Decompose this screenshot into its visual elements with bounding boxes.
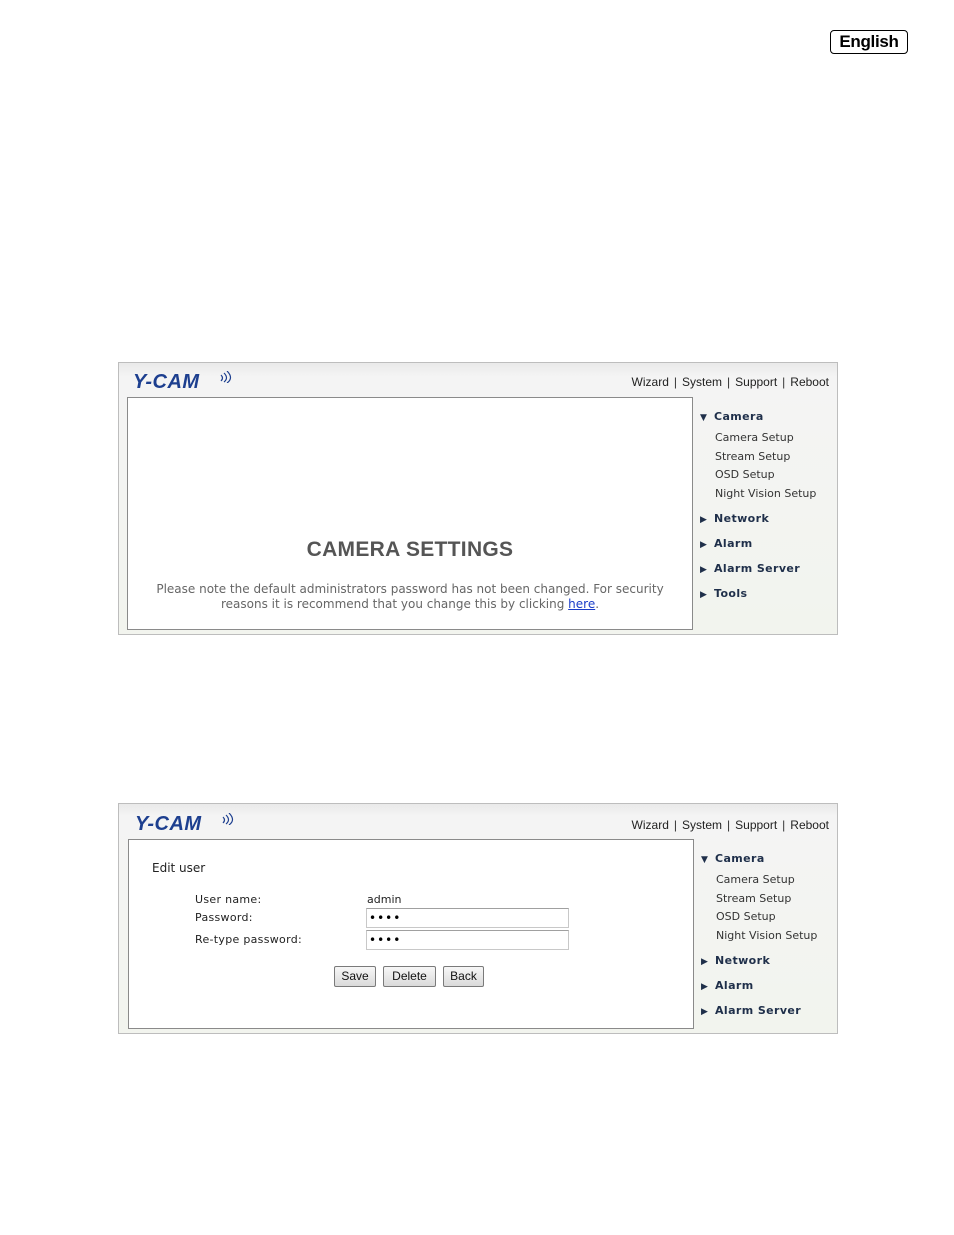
triangle-right-icon: ▶ — [700, 540, 708, 551]
sidebar-label: Network — [714, 512, 770, 526]
edit-user-window — [118, 803, 838, 1034]
nav-separator: | — [782, 818, 786, 832]
nav-system[interactable]: System — [682, 375, 723, 389]
retype-password-label: Re-type password: — [195, 933, 302, 946]
camera-settings-window — [118, 362, 838, 635]
side-navigation — [701, 851, 817, 1028]
sidebar-label: Network — [715, 954, 771, 968]
sidebar-subitem-osd-setup[interactable]: OSD Setup — [715, 468, 775, 482]
sidebar-subitem-night-vision-setup[interactable]: Night Vision Setup — [715, 486, 817, 500]
notice-text: reasons it is recommend that you change this by clicking — [220, 597, 565, 611]
change-password-link[interactable]: here — [568, 597, 596, 611]
nav-reboot[interactable]: Reboot — [790, 818, 829, 832]
triangle-right-icon: ▶ — [701, 982, 709, 993]
logo-text: Y-CAM — [135, 813, 202, 835]
sidebar-label: Tools — [714, 587, 748, 601]
sidebar-subitem-camera-setup[interactable]: Camera Setup — [715, 431, 794, 444]
nav-reboot[interactable]: Reboot — [790, 375, 829, 389]
sidebar-item-alarm-server[interactable] — [701, 1003, 817, 1028]
nav-wizard[interactable]: Wizard — [631, 818, 669, 832]
nav-support[interactable]: Support — [735, 375, 778, 389]
content-panel — [128, 839, 694, 1029]
username-label: User name: — [195, 893, 262, 906]
sidebar-item-tools[interactable] — [700, 586, 816, 611]
nav-wizard[interactable]: Wizard — [631, 375, 669, 389]
language-badge: English — [830, 30, 908, 54]
sidebar-item-alarm[interactable] — [700, 536, 816, 561]
username-value: admin — [367, 893, 402, 906]
sidebar-item-camera[interactable] — [700, 409, 816, 434]
triangle-down-icon: ▼ — [700, 413, 708, 423]
sidebar-label: Alarm Server — [714, 562, 801, 576]
triangle-right-icon: ▶ — [700, 565, 708, 576]
edit-user-title: Edit user — [152, 861, 206, 875]
retype-password-field[interactable]: •••• — [366, 930, 569, 950]
camera-submenu — [700, 431, 816, 505]
nav-separator: | — [673, 375, 677, 389]
top-navigation — [632, 818, 829, 832]
sidebar-label: Alarm Server — [715, 1004, 802, 1018]
sidebar-subitem-camera-setup[interactable]: Camera Setup — [716, 873, 795, 886]
sidebar-label: Camera — [715, 852, 765, 865]
back-button[interactable]: Back — [443, 966, 484, 987]
nav-system[interactable]: System — [682, 818, 723, 832]
sidebar-label: Alarm — [715, 979, 754, 993]
sidebar-label: Alarm — [714, 537, 753, 551]
sidebar-item-alarm-server[interactable] — [700, 561, 816, 586]
nav-separator: | — [727, 375, 731, 389]
sidebar-item-alarm[interactable] — [701, 978, 817, 1003]
triangle-down-icon: ▼ — [701, 855, 709, 865]
wifi-signal-icon — [221, 813, 235, 825]
save-button[interactable]: Save — [334, 966, 376, 987]
sidebar-item-network[interactable] — [701, 953, 817, 978]
camera-submenu — [701, 873, 817, 947]
triangle-right-icon: ▶ — [701, 1007, 709, 1018]
top-navigation — [632, 375, 829, 389]
wifi-signal-icon — [219, 371, 233, 383]
sidebar-subitem-osd-setup[interactable]: OSD Setup — [716, 910, 776, 924]
sidebar-subitem-stream-setup[interactable]: Stream Setup — [716, 891, 792, 905]
page-title: CAMERA SETTINGS — [306, 538, 514, 561]
logo-text: Y-CAM — [133, 371, 200, 393]
notice-line-1: Please note the default administrators password has not been changed. For security — [156, 582, 664, 596]
nav-separator: | — [782, 375, 786, 389]
nav-separator: | — [727, 818, 731, 832]
triangle-right-icon: ▶ — [700, 590, 708, 601]
sidebar-item-network[interactable] — [700, 511, 816, 536]
sidebar-subitem-stream-setup[interactable]: Stream Setup — [715, 449, 791, 463]
side-navigation — [700, 409, 816, 611]
ycam-logo — [133, 371, 200, 393]
password-field[interactable]: •••• — [366, 908, 569, 928]
password-notice — [128, 582, 692, 612]
nav-separator: | — [673, 818, 677, 832]
notice-period: . — [595, 597, 600, 611]
content-panel — [127, 397, 693, 630]
notice-line-2 — [128, 597, 692, 612]
triangle-right-icon: ▶ — [701, 957, 709, 968]
nav-support[interactable]: Support — [735, 818, 778, 832]
sidebar-item-camera[interactable] — [701, 851, 817, 876]
delete-button[interactable]: Delete — [383, 966, 436, 987]
password-label: Password: — [195, 911, 253, 924]
triangle-right-icon: ▶ — [700, 515, 708, 526]
ycam-logo — [135, 813, 202, 835]
sidebar-subitem-night-vision-setup[interactable]: Night Vision Setup — [716, 928, 818, 942]
sidebar-label: Camera — [714, 410, 764, 423]
